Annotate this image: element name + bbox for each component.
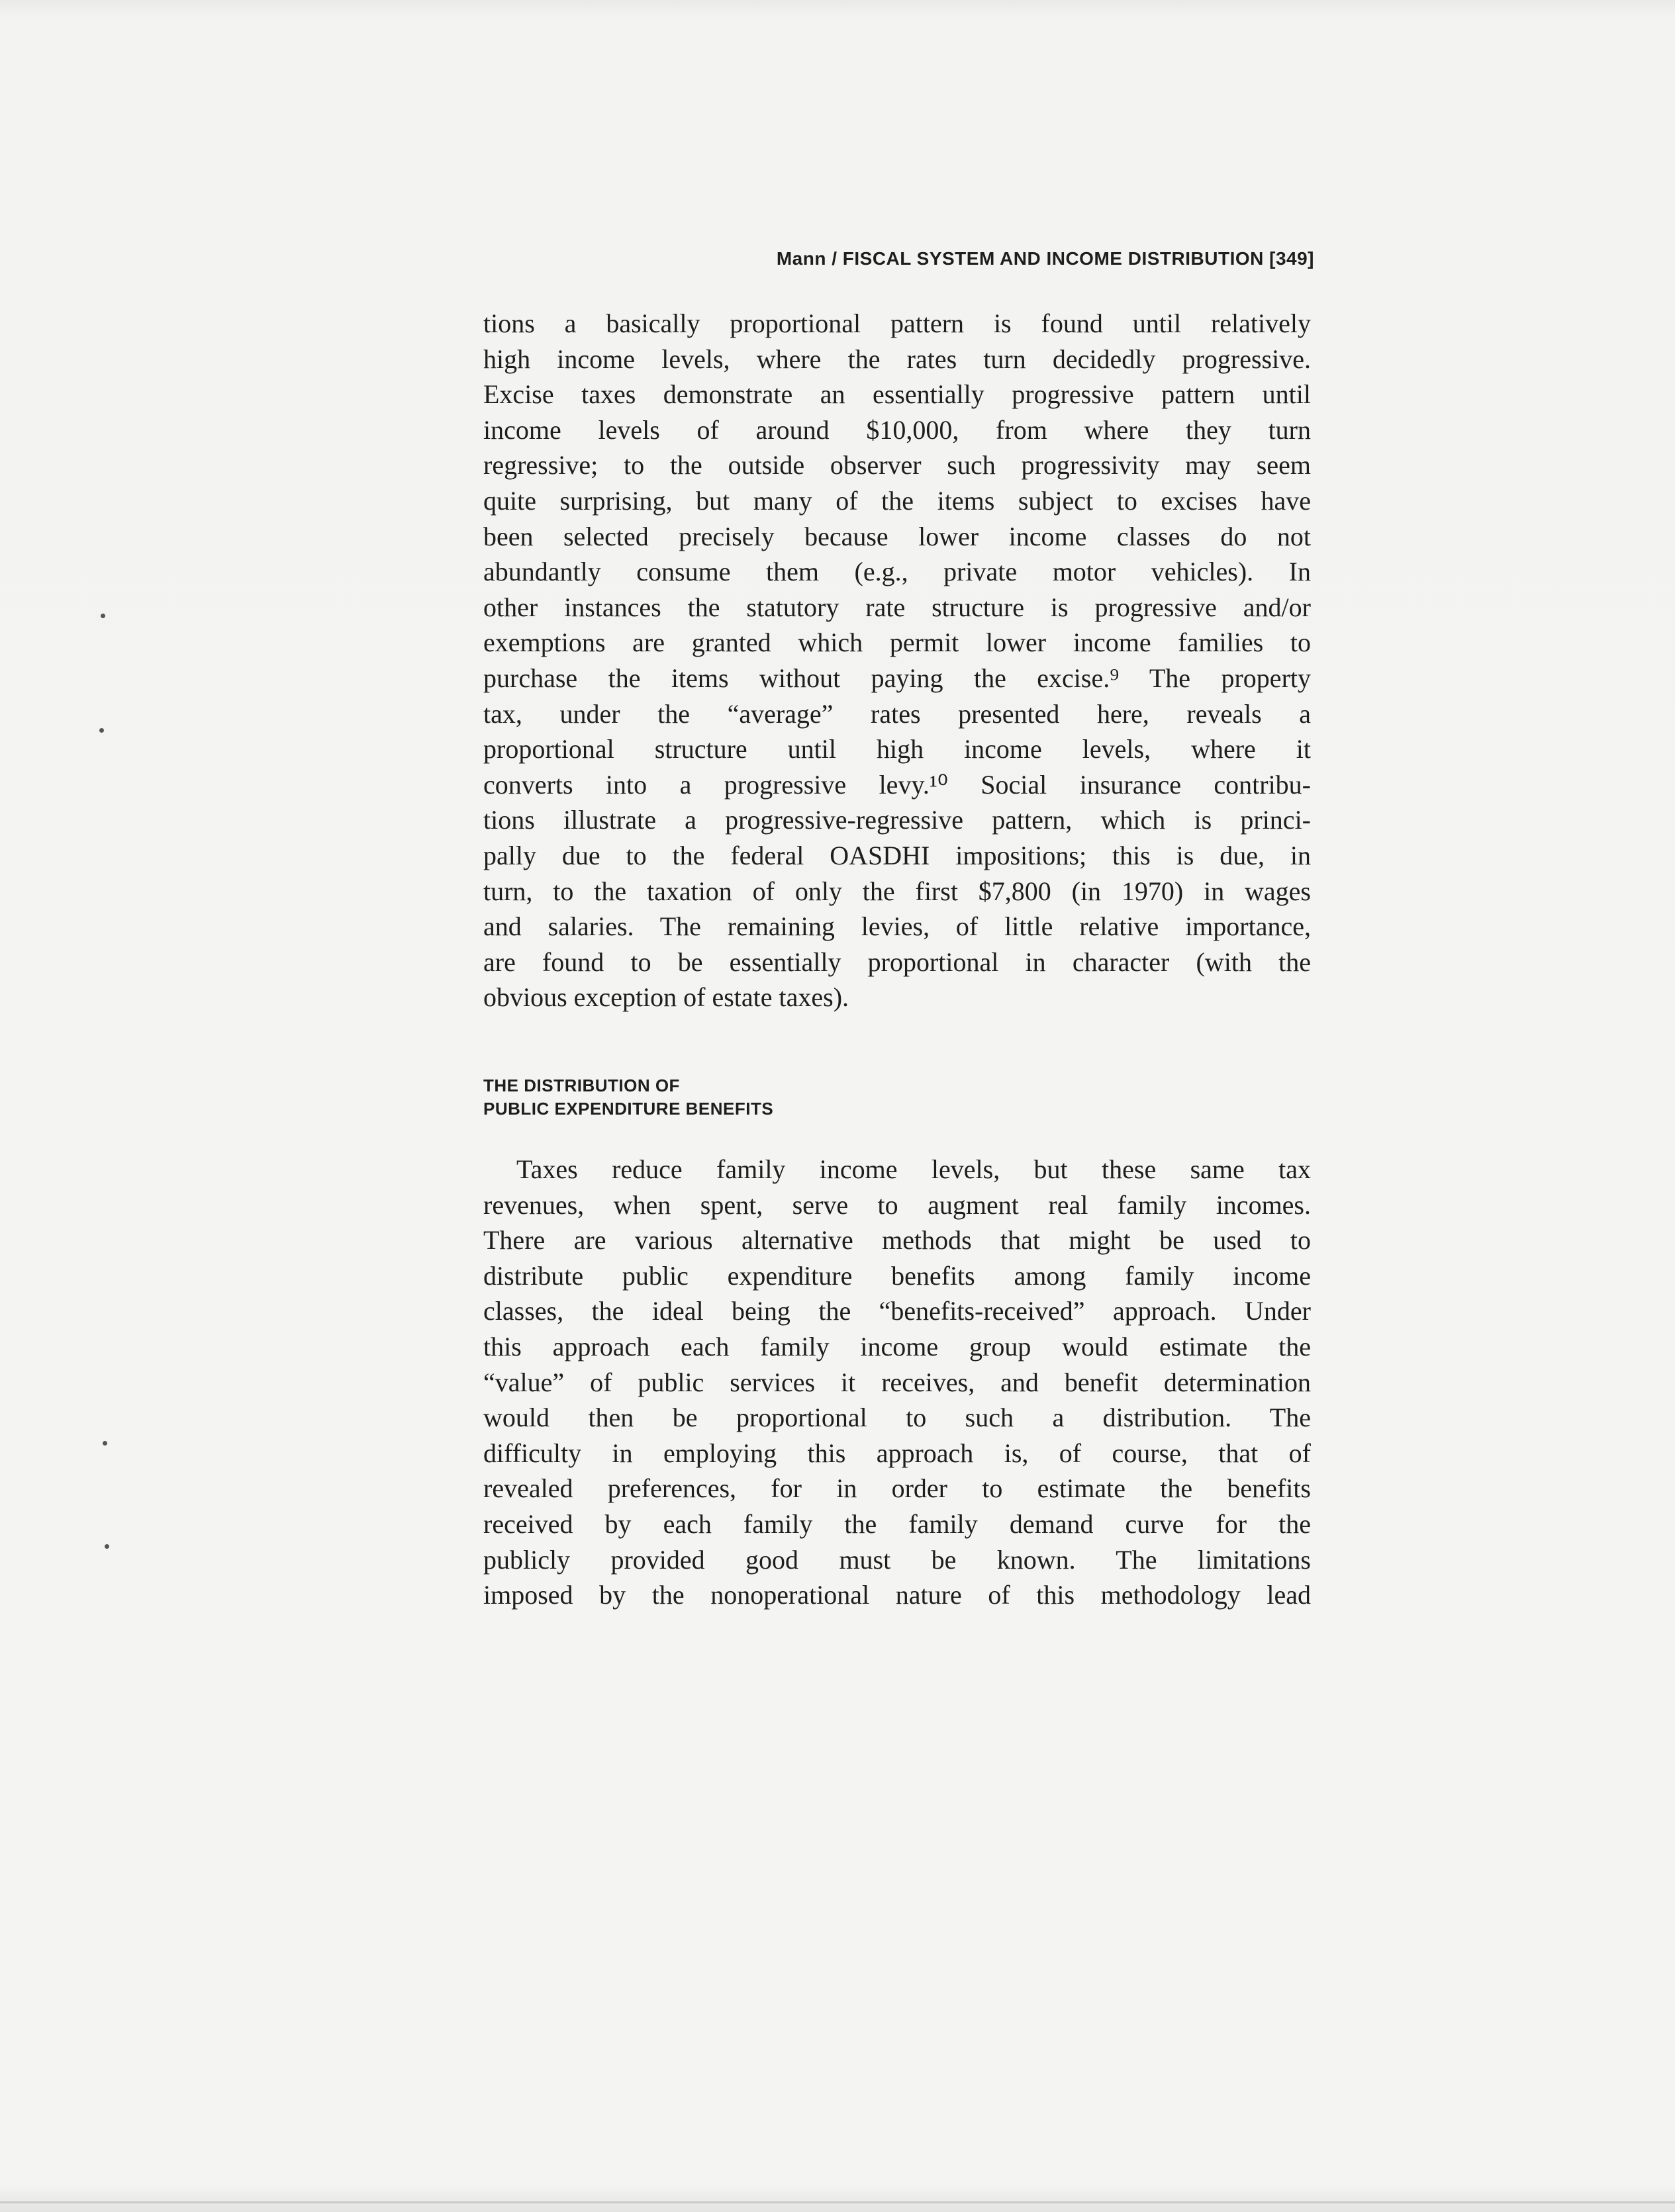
running-head: Mann / FISCAL SYSTEM AND INCOME DISTRIBUTION [349] — [776, 248, 1314, 269]
text-line: tions illustrate a progressive-regressive pattern, which is princi- — [483, 805, 1311, 835]
text-line: distribute public expenditure benefits among family income — [483, 1260, 1311, 1291]
text-line: converts into a progressive levy.¹⁰ Social insurance contribu- — [483, 769, 1311, 800]
text-line: proportional structure until high income levels, where it — [483, 734, 1311, 764]
text-line: other instances the statutory rate structure is progressive and/or — [483, 592, 1311, 622]
body-paragraph-1 — [483, 306, 1311, 1015]
text-line: abundantly consume them (e.g., private motor vehicles). In — [483, 557, 1311, 587]
text-line: tax, under the “average” rates presented here, reveals a — [483, 698, 1311, 729]
text-line: “value” of public services it receives, and benefit determination — [483, 1367, 1311, 1397]
text-line: income levels of around $10,000, from where they turn — [483, 414, 1311, 445]
margin-speck — [103, 1441, 107, 1446]
text-line: Excise taxes demonstrate an essentially progressive pattern until — [483, 379, 1311, 410]
text-line: quite surprising, but many of the items subject to excises have — [483, 485, 1311, 516]
text-line: revenues, when spent, serve to augment real family incomes. — [483, 1189, 1311, 1220]
text-line: tions a basically proportional pattern is found until relatively — [483, 308, 1311, 338]
section-heading-line: PUBLIC EXPENDITURE BENEFITS — [483, 1099, 774, 1119]
text-line: regressive; to the outside observer such progressivity may seem — [483, 450, 1311, 481]
section-heading-line: THE DISTRIBUTION OF — [483, 1076, 680, 1095]
margin-speck — [101, 614, 105, 618]
text-line: turn, to the taxation of only the first $7,800 (in 1970) in wages — [483, 876, 1311, 906]
text-line: high income levels, where the rates turn decidedly progressive. — [483, 344, 1311, 374]
text-line: received by each family the family demand curve for the — [483, 1508, 1311, 1539]
margin-speck — [105, 1544, 109, 1549]
text-line: pally due to the federal OASDHI impositions; this is due, in — [483, 840, 1311, 870]
text-line: would then be proportional to such a distribution. The — [483, 1403, 1311, 1433]
text-line: Taxes reduce family income levels, but these same tax — [516, 1154, 1311, 1184]
text-line: There are various alternative methods that might be used to — [483, 1225, 1311, 1256]
text-line: imposed by the nonoperational nature of this methodology lead — [483, 1580, 1311, 1610]
page-bottom-edge — [0, 2201, 1675, 2203]
text-line: obvious exception of estate taxes). — [483, 982, 849, 1013]
text-line: revealed preferences, for in order to estimate the benefits — [483, 1473, 1311, 1504]
body-paragraph-2 — [483, 1152, 1311, 1613]
text-line: been selected precisely because lower income classes do not — [483, 521, 1311, 551]
text-line: are found to be essentially proportional in character (with the — [483, 946, 1311, 977]
section-heading — [483, 1074, 773, 1121]
text-line: this approach each family income group would estimate the — [483, 1331, 1311, 1361]
text-line: exemptions are granted which permit lower income families to — [483, 627, 1311, 658]
text-line: classes, the ideal being the “benefits-received” approach. Under — [483, 1296, 1311, 1326]
text-line: difficulty in employing this approach is, of course, that of — [483, 1438, 1311, 1468]
text-line: and salaries. The remaining levies, of little relative importance, — [483, 911, 1311, 942]
text-line: publicly provided good must be known. The limitations — [483, 1544, 1311, 1575]
text-line: purchase the items without paying the excise.⁹ The property — [483, 663, 1311, 693]
margin-speck — [99, 728, 104, 733]
